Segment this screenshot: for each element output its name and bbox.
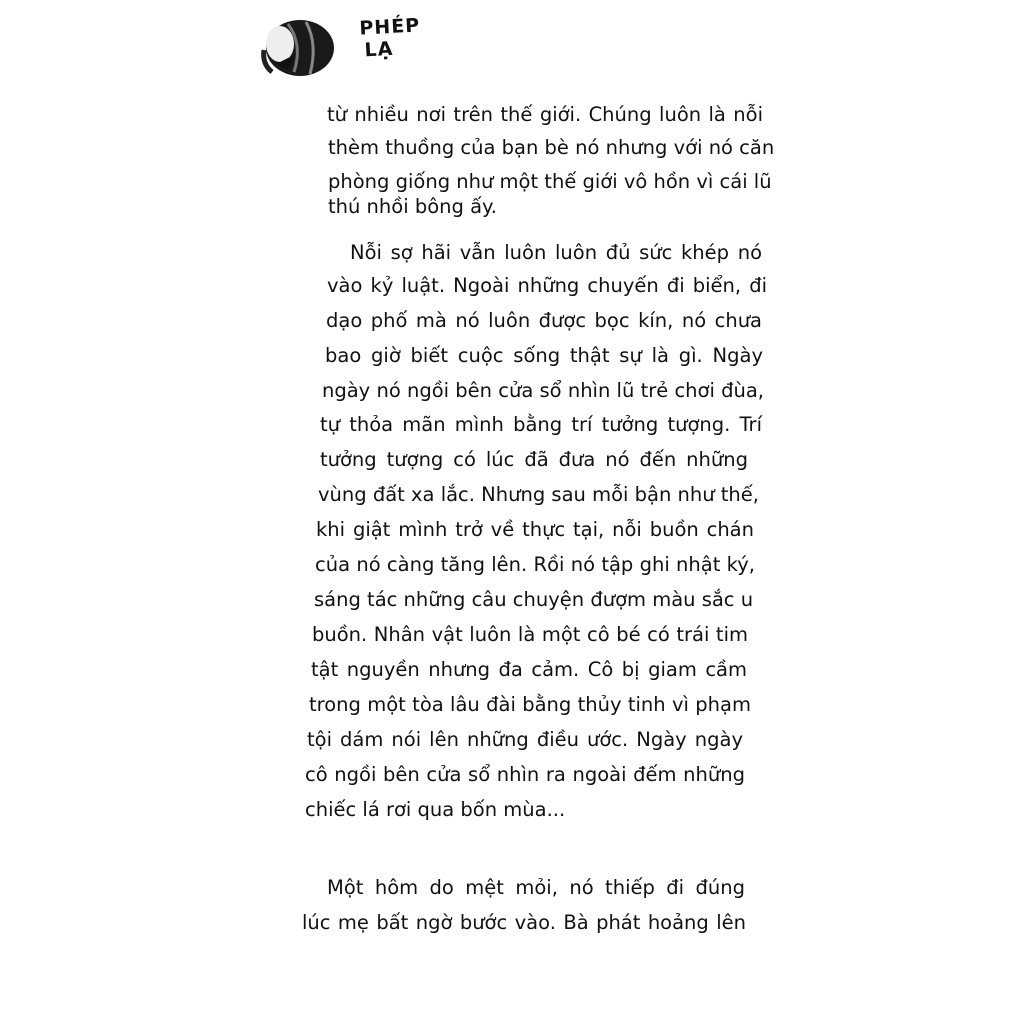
text-line: Nỗi sợ hãi vẫn luôn luôn đủ sức khép nó — [350, 241, 762, 264]
text-line: khi giật mình trở về thực tại, nỗi buồn chán — [316, 518, 754, 541]
text-line: vùng đất xa lắc. Nhưng sau mỗi bận như thế, — [318, 483, 759, 506]
text-line: lúc mẹ bất ngờ bước vào. Bà phát hoảng lên — [302, 911, 746, 934]
text-line: cô ngồi bên cửa sổ nhìn ra ngoài đếm những — [305, 763, 745, 786]
text-line: sáng tác những câu chuyện đượm màu sắc u — [314, 588, 754, 611]
text-line: ngày nó ngồi bên cửa sổ nhìn lũ trẻ chơi đùa, — [322, 379, 764, 402]
text-line: thú nhồi bông ấy. — [328, 195, 497, 218]
text-line: trong một tòa lâu đài bằng thủy tinh vì phạm — [309, 693, 751, 716]
text-line: tưởng tượng có lúc đã đưa nó đến những — [320, 448, 748, 471]
book-title-line1: PHÉP — [358, 14, 421, 40]
book-title — [359, 14, 422, 61]
text-line: dạo phố mà nó luôn được bọc kín, nó chưa — [326, 309, 762, 332]
text-line: buồn. Nhân vật luôn là một cô bé có trái tim — [312, 623, 748, 646]
text-line: phòng giống như một thế giới vô hồn vì cái lũ — [328, 170, 772, 193]
text-line: chiếc lá rơi qua bốn mùa... — [305, 798, 566, 821]
text-line: bao giờ biết cuộc sống thật sự là gì. Ngày — [325, 344, 763, 367]
text-line: từ nhiều nơi trên thế giới. Chúng luôn là nỗi — [327, 103, 763, 126]
text-line: tật nguyền nhưng đa cảm. Cô bị giam cầm — [311, 658, 747, 681]
book-title-line2: LẠ — [364, 37, 394, 62]
text-line: tự thỏa mãn mình bằng trí tưởng tượng. Trí — [320, 413, 762, 436]
text-line: của nó càng tăng lên. Rồi nó tập ghi nhật ký, — [315, 553, 755, 576]
text-line: thèm thuồng của bạn bè nó nhưng với nó căn — [328, 136, 775, 159]
text-line: tội dám nói lên những điều ước. Ngày ngày — [307, 728, 743, 751]
text-line: vào kỷ luật. Ngoài những chuyến đi biển, đi — [327, 274, 767, 297]
text-line: Một hôm do mệt mỏi, nó thiếp đi đúng — [327, 876, 745, 899]
book-logo-illustration-icon — [258, 14, 338, 82]
